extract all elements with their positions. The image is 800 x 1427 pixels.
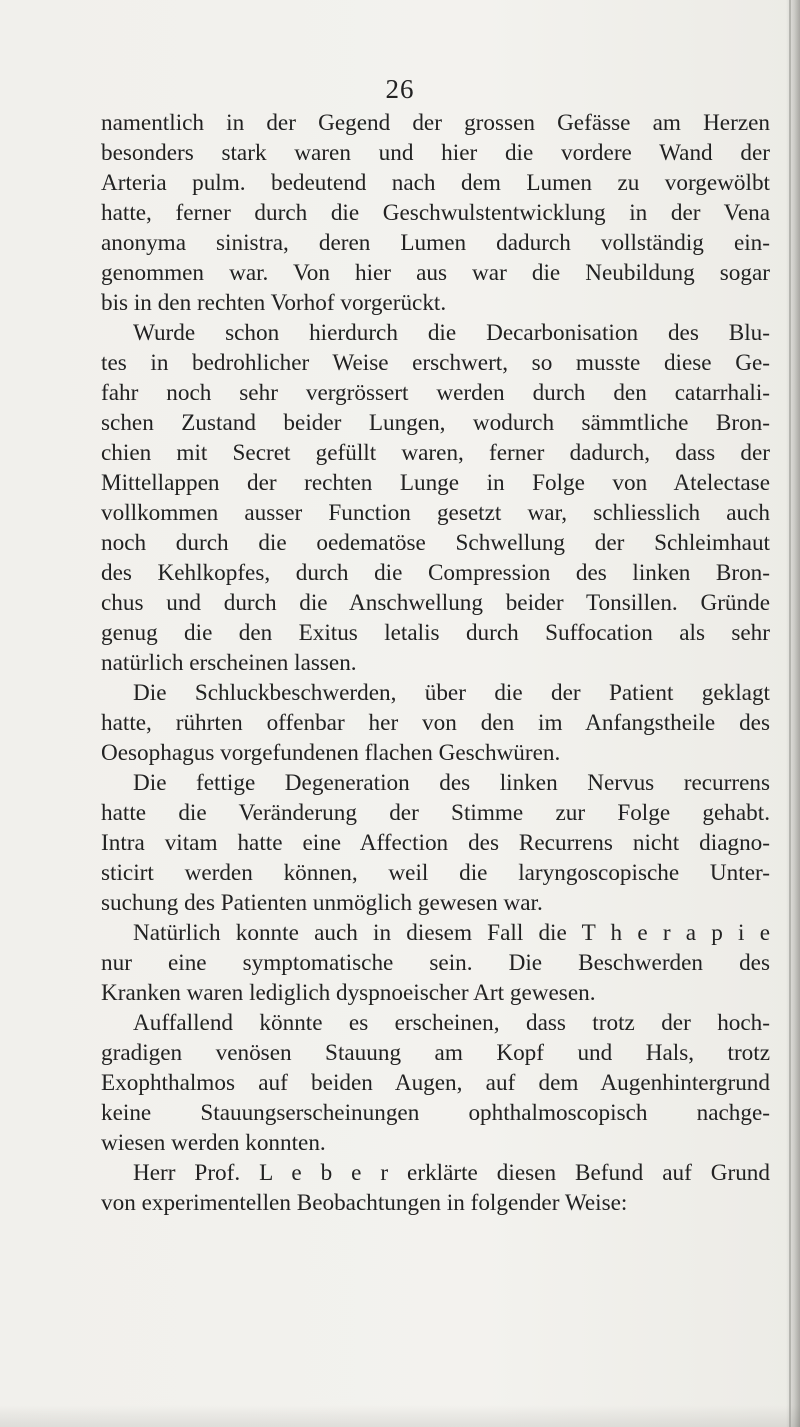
- text-line: nur eine symptomatische sein. Die Beschwerden des: [101, 950, 770, 976]
- text-line: wiesen werden konnten.: [101, 1130, 326, 1156]
- text-line: schen Zustand beider Lungen, wodurch sämmtliche Bron-: [101, 410, 770, 436]
- text-line: hatte, ferner durch die Geschwulstentwicklung in der Vena: [101, 200, 770, 226]
- text-line: besonders stark waren und hier die vordere Wand der: [101, 140, 770, 166]
- text-line: chien mit Secret gefüllt waren, ferner dadurch, dass der: [101, 440, 770, 466]
- text-line: chus und durch die Anschwellung beider Tonsillen. Gründe: [101, 590, 770, 616]
- body-text: [101, 108, 770, 1218]
- text-line: gradigen venösen Stauung am Kopf und Hals, trotz: [101, 1040, 770, 1066]
- text-line: Intra vitam hatte eine Affection des Recurrens nicht diagno-: [101, 830, 770, 856]
- text-line: Natürlich konnte auch in diesem Fall die T h e r a p i e: [133, 920, 770, 946]
- text-line: namentlich in der Gegend der grossen Gefässe am Herzen: [101, 110, 770, 136]
- text-line: bis in den rechten Vorhof vorgerückt.: [101, 290, 447, 316]
- text-line: Die Schluckbeschwerden, über die der Patient geklagt: [133, 680, 770, 706]
- text-line: hatte die Veränderung der Stimme zur Folge gehabt.: [101, 800, 770, 826]
- text-line: Arteria pulm. bedeutend nach dem Lumen zu vorgewölbt: [101, 170, 770, 196]
- text-line: anonyma sinistra, deren Lumen dadurch vollständig ein-: [101, 230, 770, 256]
- text-line: noch durch die oedematöse Schwellung der Schleimhaut: [101, 530, 770, 556]
- text-line: natürlich erscheinen lassen.: [101, 650, 357, 676]
- text-line: Wurde schon hierdurch die Decarbonisation des Blu-: [133, 320, 770, 346]
- spine-edge: [789, 0, 791, 1427]
- text-line: Kranken waren lediglich dyspnoeischer Art gewesen.: [101, 980, 596, 1006]
- text-line: genommen war. Von hier aus war die Neubildung sogar: [101, 260, 770, 286]
- text-line: genug die den Exitus letalis durch Suffocation als sehr: [101, 620, 770, 646]
- text-line: Die fettige Degeneration des linken Nervus recurrens: [133, 770, 770, 796]
- text-line: tes in bedrohlicher Weise erschwert, so musste diese Ge-: [101, 350, 770, 376]
- text-line: keine Stauungserscheinungen ophthalmoscopisch nachge-: [101, 1100, 770, 1126]
- text-line: hatte, rührten offenbar her von den im Anfangstheile des: [101, 710, 770, 736]
- text-line: Oesophagus vorgefundenen flachen Geschwüren.: [101, 740, 561, 766]
- page-number: 26: [385, 74, 415, 104]
- text-line: suchung des Patienten unmöglich gewesen war.: [101, 890, 543, 916]
- text-line: vollkommen ausser Function gesetzt war, schliesslich auch: [101, 500, 770, 526]
- text-line: von experimentellen Beobachtungen in folgender Weise:: [101, 1190, 628, 1216]
- text-line: fahr noch sehr vergrössert werden durch den catarrhali-: [101, 380, 770, 406]
- text-line: sticirt werden können, weil die laryngoscopische Unter-: [101, 860, 770, 886]
- text-line: Auffallend könnte es erscheinen, dass trotz der hoch-: [133, 1010, 770, 1036]
- text-line: Herr Prof. L e b e r erklärte diesen Befund auf Grund: [133, 1160, 770, 1186]
- text-line: des Kehlkopfes, durch die Compression des linken Bron-: [101, 560, 770, 586]
- page-bottom-shadow: [0, 1405, 800, 1427]
- text-line: Exophthalmos auf beiden Augen, auf dem Augenhintergrund: [101, 1070, 770, 1096]
- text-line: Mittellappen der rechten Lunge in Folge von Atelectase: [101, 470, 770, 496]
